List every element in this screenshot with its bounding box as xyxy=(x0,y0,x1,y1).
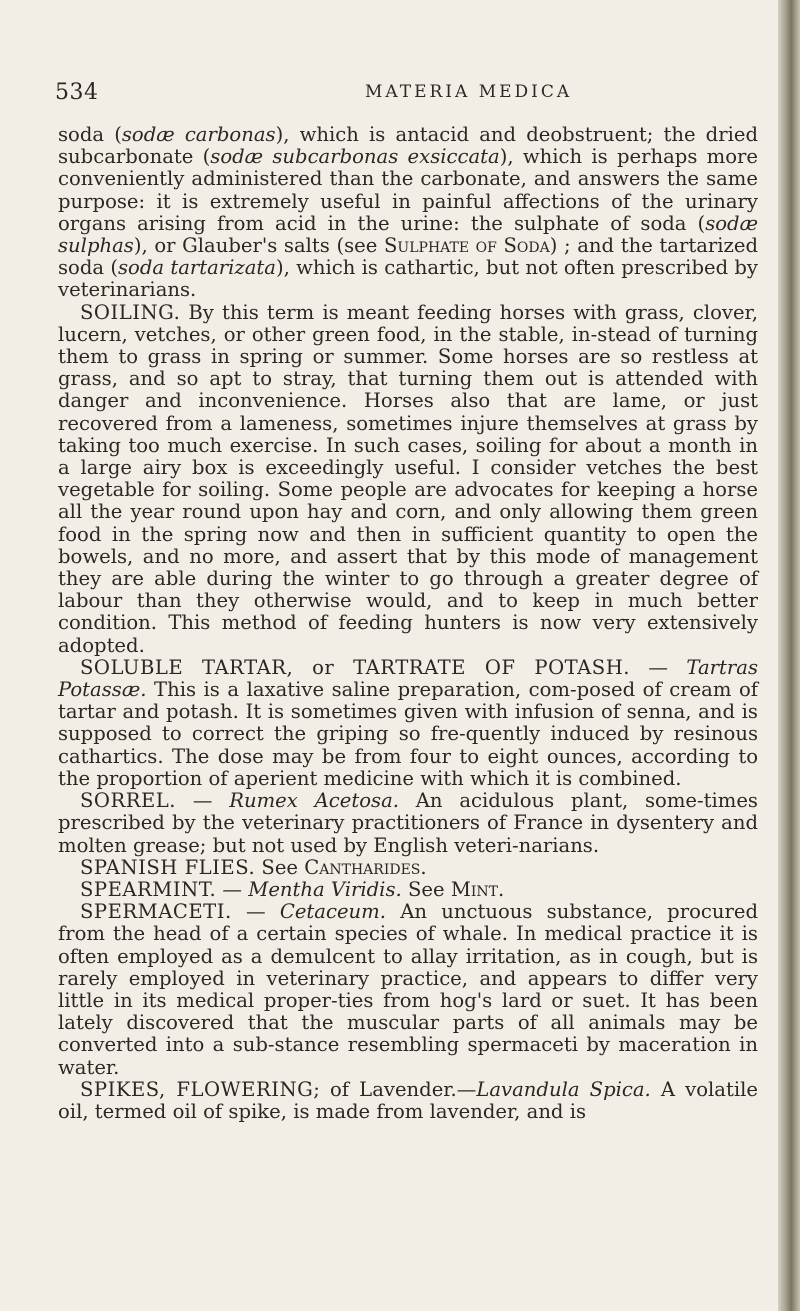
text-run: ), which is cathartic, but not often prescribed by veterinarians. xyxy=(58,256,758,302)
cross-reference: Cantharides xyxy=(304,855,421,879)
text-run: . xyxy=(498,877,505,901)
text-run: ) ; and the tartarized soda ( xyxy=(58,234,758,280)
dash: — xyxy=(231,900,280,924)
latin-term: sodæ carbonas xyxy=(121,123,276,146)
latin-term: Mentha Viridis. xyxy=(248,877,402,901)
entry-heading: SOILING. xyxy=(80,300,181,324)
page-edge-shadow xyxy=(778,0,800,1311)
entry-spanish-flies xyxy=(58,857,758,879)
text-run: See xyxy=(255,855,305,879)
latin-term: Cetaceum. xyxy=(279,900,386,924)
entry-text: An acidulous plant, some-times prescribed by the veterinary practitioners of France in dysentery and molten grease; but not used by English veteri-narians. xyxy=(58,789,758,857)
entry-spearmint xyxy=(58,879,758,901)
dash: — xyxy=(216,877,249,901)
entry-soluble-tartar xyxy=(58,657,758,790)
latin-term: soda tartarizata xyxy=(117,256,276,280)
latin-term: Lavandula Spica. xyxy=(476,1077,651,1101)
entry-heading: SORREL. xyxy=(80,789,177,813)
entry-heading: SOLUBLE TARTAR, or TARTRATE OF POTASH. xyxy=(80,655,631,679)
entry-soiling xyxy=(58,302,758,657)
dash: — xyxy=(176,789,230,813)
body-text xyxy=(58,124,758,1123)
cross-reference: Mint xyxy=(450,877,498,901)
text-run: . xyxy=(420,855,427,879)
entry-heading: SPANISH FLIES. xyxy=(80,855,256,879)
entry-spikes xyxy=(58,1079,758,1123)
text-run: ), which is antacid and deobstruent; the dried subcarbonate ( xyxy=(58,123,759,169)
entry-heading: SPERMACETI. xyxy=(80,900,232,924)
latin-term: Tartras Potassæ. xyxy=(58,655,758,702)
latin-term: sodæ sulphas xyxy=(58,211,758,258)
page-header xyxy=(0,80,790,108)
text-run: See xyxy=(401,877,451,901)
dash: — xyxy=(630,655,687,679)
latin-term: Rumex Acetosa. xyxy=(229,789,399,813)
page-number: 534 xyxy=(55,80,99,105)
cross-reference: Sulphate of Soda xyxy=(384,234,550,258)
entry-text: By this term is meant feeding horses with grass, clover, lucern, vetches, or other green food, in the stable, in-stead of turning them to grass in spring or summer. Some horses are so restless at grass, and so apt to stray, that turning them out is attended with danger and inconvenience. Horses also that are lame, or just recovered from a lameness, sometimes injure themselves at grass by taking too much exercise. In such cases, soiling for about a month in a large airy box is exceedingly useful. I consider vetches the best vegetable for soiling. Some people are advocates for keeping a horse all the year round upon hay and corn, and only allowing them green food in the spring now and then in sufficient quantity to open the bowels, and no more, and assert that by this mode of management they are able during the winter to go through a greater degree of labour than they otherwise would, and to keep in much better condition. This method of feeding hunters is now very extensively adopted. xyxy=(58,300,758,657)
text-run: ), or Glauber's salts (see xyxy=(133,234,384,258)
entry-soda-continuation xyxy=(58,124,758,302)
text-run: ; of Lavender.— xyxy=(313,1077,477,1101)
text-run: ), which is perhaps more conveniently administered than the carbonate, and answers the same purpose: it is extremely useful in painful affections of the urinary organs arising from acid in the urine: the sulphate of soda ( xyxy=(58,145,758,235)
latin-term: sodæ subcarbonas exsiccata xyxy=(210,145,500,169)
entry-text: An unctuous substance, procured from the head of a certain species of whale. In medical practice it is often employed as a demulcent to allay irritation, as in cough, but is rarely employed in veterinary practice, and appears to differ very little in its medical proper-ties from hog's lard or suet. It has been lately discovered that the muscular parts of all animals may be converted into a sub-stance resembling spermaceti by maceration in water. xyxy=(58,900,758,1079)
entry-heading: SPEARMINT. xyxy=(80,877,217,901)
entry-heading: SPIKES, FLOWERING xyxy=(80,1077,314,1101)
entry-spermaceti xyxy=(58,901,758,1079)
entry-sorrel xyxy=(58,790,758,857)
running-head: MATERIA MEDICA xyxy=(365,82,573,102)
text-run: soda ( xyxy=(58,123,122,146)
entry-text: A volatile oil, termed oil of spike, is made from lavender, and is xyxy=(58,1077,758,1123)
entry-text: This is a laxative saline preparation, com-posed of cream of tartar and potash. It is sometimes given with infusion of senna, and is supposed to correct the griping so fre-quently induced by resinous cathartics. The dose may be from four to eight ounces, according to the proportion of aperient medicine with which it is combined. xyxy=(58,678,758,790)
